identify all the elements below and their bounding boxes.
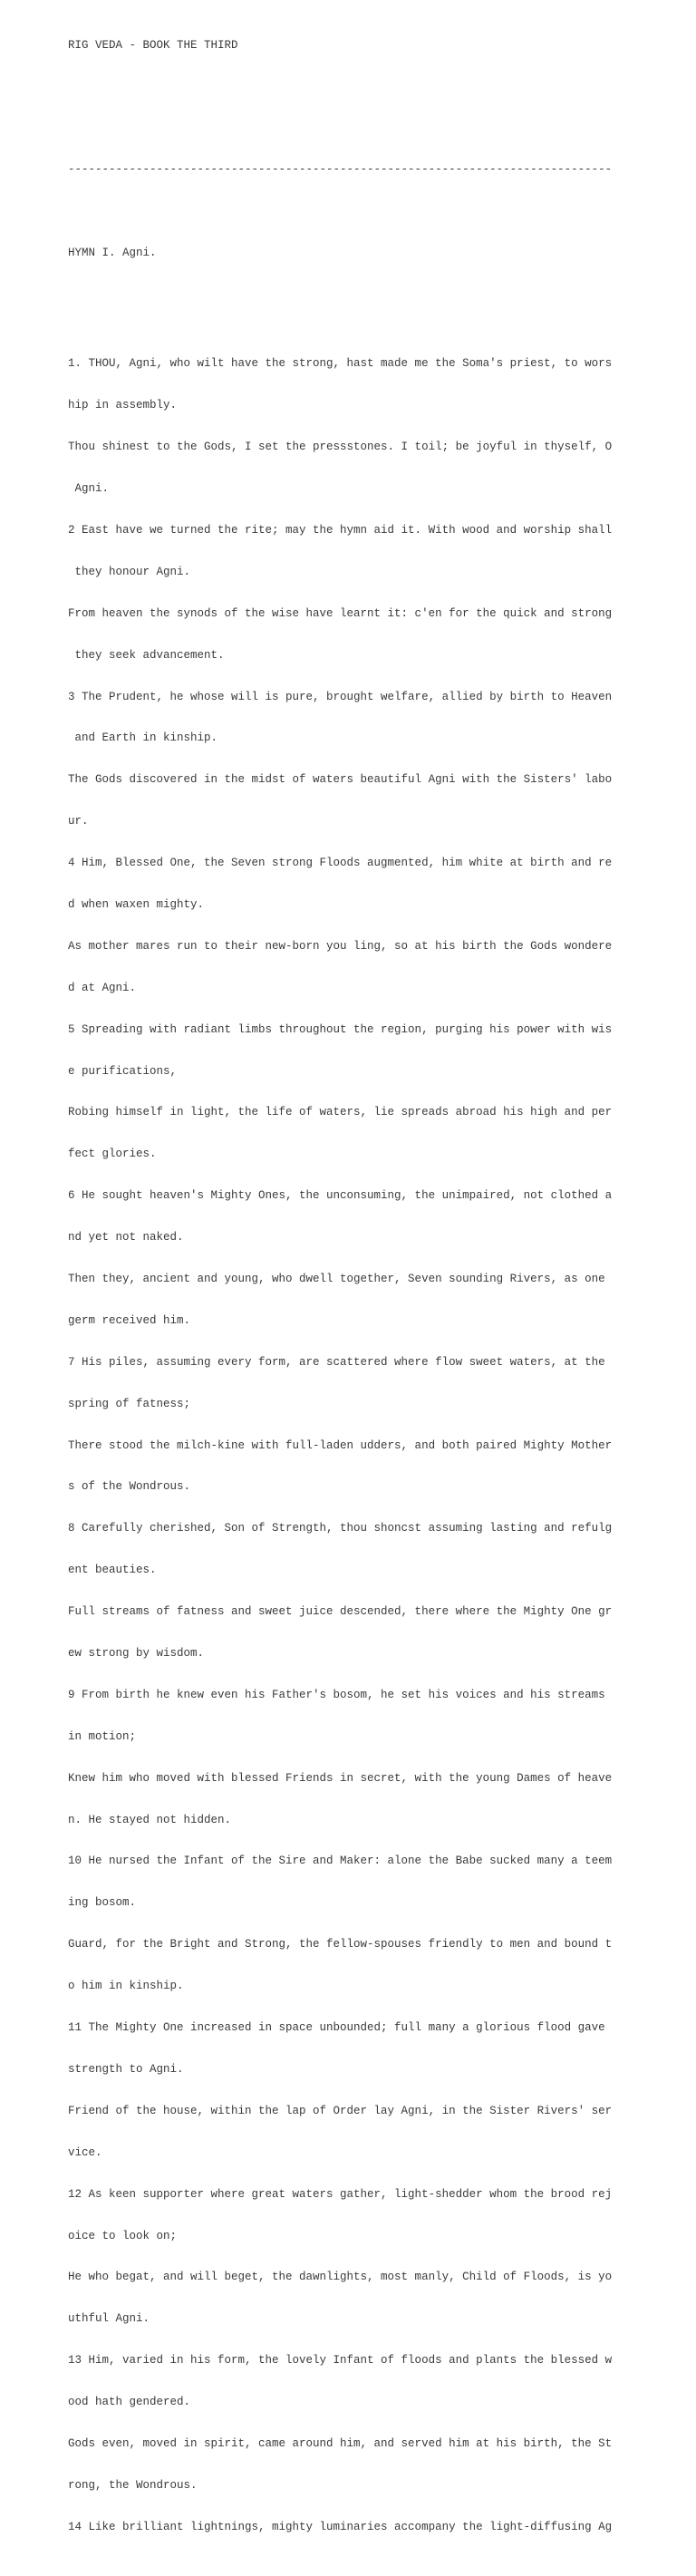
blank-line (68, 121, 612, 135)
text-line: From heaven the synods of the wise have learnt it: c'en for the quick and strong (68, 606, 613, 620)
blank-line (68, 205, 612, 218)
text-line: ur. (68, 815, 89, 828)
blank-line (68, 288, 612, 302)
text-line: e purifications, (68, 1064, 178, 1078)
text-line: Then they, ancient and young, who dwell together, Seven sounding Rivers, as one (68, 1273, 605, 1286)
text-line: ood hath gendered. (68, 2396, 191, 2409)
text-line: n. He stayed not hidden. (68, 1813, 232, 1826)
text-line: 6 He sought heaven's Mighty Ones, the unconsuming, the unimpaired, not clothed a (68, 1189, 613, 1203)
hymn-heading: HYMN I. Agni. (68, 247, 157, 260)
text-line: hip in assembly. (68, 399, 178, 412)
document-title: RIG VEDA - BOOK THE THIRD (68, 38, 238, 52)
separator-line: -------------------------------------------------------------------------------- (68, 163, 613, 177)
text-line: 1. THOU, Agni, who wilt have the strong, hast made me the Soma's priest, to wors (68, 357, 613, 371)
text-line: ing bosom. (68, 1896, 137, 1910)
text-line: 11 The Mighty One increased in space unbounded; full many a glorious flood gave (68, 2021, 605, 2035)
text-line: s of the Wondrous. (68, 1480, 191, 1494)
text-line: rong, the Wondrous. (68, 2478, 198, 2492)
text-line: There stood the milch-kine with full-laden udders, and both paired Mighty Mother (68, 1438, 613, 1452)
text-line: Full streams of fatness and sweet juice descended, there where the Mighty One gr (68, 1605, 613, 1619)
text-line: they honour Agni. (68, 565, 191, 578)
text-line: Thou shinest to the Gods, I set the pressstones. I toil; be joyful in thyself, O (68, 441, 613, 454)
text-line: d at Agni. (68, 981, 137, 994)
text-line: fect glories. (68, 1148, 157, 1161)
text-line: 12 As keen supporter where great waters gather, light-shedder whom the brood rej (68, 2187, 613, 2201)
text-line: oice to look on; (68, 2229, 178, 2242)
text-line: spring of fatness; (68, 1397, 191, 1410)
text-line: in motion; (68, 1729, 137, 1743)
text-line: 5 Spreading with radiant limbs throughout the region, purging his power with wis (68, 1022, 613, 1036)
text-line: 3 The Prudent, he whose will is pure, brought welfare, allied by birth to Heaven (68, 690, 613, 703)
text-line: germ received him. (68, 1313, 191, 1327)
text-line: 7 His piles, assuming every form, are scattered where flow sweet waters, at the (68, 1355, 605, 1369)
text-line: Knew him who moved with blessed Friends in secret, with the young Dames of heave (68, 1771, 613, 1785)
text-line: ew strong by wisdom. (68, 1647, 205, 1661)
text-line: 9 From birth he knew even his Father's bosom, he set his voices and his streams (68, 1688, 605, 1701)
text-line: strength to Agni. (68, 2062, 184, 2076)
text-line: nd yet not naked. (68, 1231, 184, 1244)
text-line: Friend of the house, within the lap of Order lay Agni, in the Sister Rivers' ser (68, 2104, 613, 2117)
document-page (68, 11, 612, 2576)
text-line: He who begat, and will beget, the dawnlights, most manly, Child of Floods, is yo (68, 2271, 613, 2284)
hymn-body (68, 330, 612, 2562)
text-line: As mother mares run to their new-born you ling, so at his birth the Gods wondere (68, 939, 613, 953)
text-line: 4 Him, Blessed One, the Seven strong Floods augmented, him white at birth and re (68, 857, 613, 870)
text-line: uthful Agni. (68, 2312, 150, 2326)
text-line: o him in kinship. (68, 1980, 184, 1993)
text-line: 10 He nursed the Infant of the Sire and Maker: alone the Babe sucked many a teem (68, 1855, 613, 1868)
text-line: Gods even, moved in spirit, came around him, and served him at his birth, the St (68, 2436, 613, 2450)
text-line: 2 East have we turned the rite; may the hymn aid it. With wood and worship shall (68, 523, 613, 537)
text-line: vice. (68, 2145, 102, 2159)
text-line: they seek advancement. (68, 648, 225, 662)
text-line: and Earth in kinship. (68, 731, 218, 745)
blank-line (68, 80, 612, 93)
text-line: d when waxen mighty. (68, 898, 205, 911)
text-line: The Gods discovered in the midst of waters beautiful Agni with the Sisters' labo (68, 773, 613, 787)
text-line: 14 Like brilliant lightnings, mighty luminaries accompany the light-diffusing Ag (68, 2520, 613, 2533)
text-line: Robing himself in light, the life of waters, lie spreads abroad his high and per (68, 1106, 613, 1119)
text-line: Guard, for the Bright and Strong, the fellow-spouses friendly to men and bound t (68, 1938, 613, 1951)
text-line: Agni. (68, 482, 110, 496)
text-line: 13 Him, varied in his form, the lovely Infant of floods and plants the blessed w (68, 2354, 613, 2368)
text-line: 8 Carefully cherished, Son of Strength, thou shoncst assuming lasting and refulg (68, 1522, 613, 1535)
text-line: ent beauties. (68, 1564, 157, 1577)
